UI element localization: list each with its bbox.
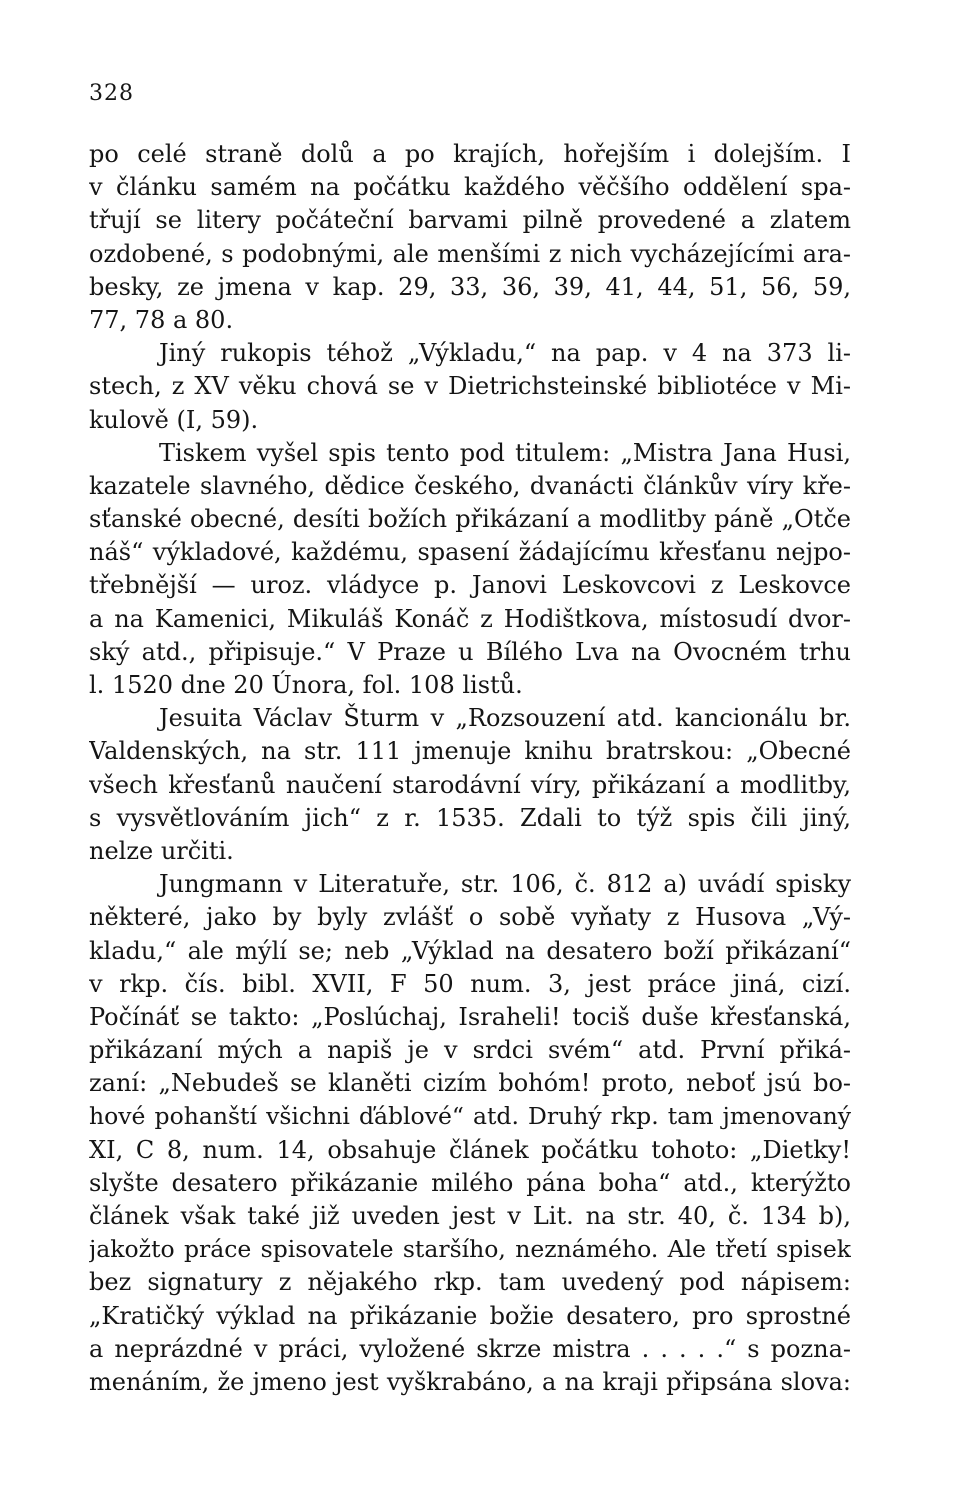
text-line: l. 1520 dne 20 Února, fol. 108 listů. (89, 671, 523, 699)
page-number: 328 (89, 81, 134, 106)
text-line: ský atd., připisuje.“ V Praze u Bílého Lva na Ovocném trhu (89, 637, 851, 666)
text-line: Valdenských, na str. 111 jmenuje knihu bratrskou: „Obecné (89, 737, 851, 766)
text-line: Počínáť se takto: „Poslúchaj, Israheli! tociš duše křesťanská, (89, 1002, 851, 1031)
text-line: v rkp. čís. bibl. XVII, F 50 num. 3, jest práce jiná, cizí. (89, 969, 851, 998)
text-line: kladu,“ ale mýlí se; neb „Výklad na desatero boží přikázaní“ (89, 936, 851, 965)
text-line: některé, jako by byly zvlášť o sobě vyňaty z Husova „Vý- (89, 903, 851, 932)
text-line: slyšte desatero přikázanie milého pána boha“ atd., kterýžto (89, 1168, 851, 1197)
text-line: Jiný rukopis téhož „Výkladu,“ na pap. v 4 na 373 li- (159, 339, 851, 368)
text-line: besky, ze jmena v kap. 29, 33, 36, 39, 41, 44, 51, 56, 59, (89, 272, 851, 301)
text-line: článek však také již uveden jest v Lit. na str. 40, č. 134 b), (89, 1202, 851, 1230)
text-line: 77, 78 a 80. (89, 305, 234, 334)
text-line: s vysvětlováním jich“ z r. 1535. Zdali to týž spis čili jiný, (89, 803, 851, 832)
text-line: náš“ výkladové, každému, spasení žádajícímu křesťanu nejpo- (89, 538, 851, 567)
text-line: sťanské obecné, desíti božích přikázaní a modlitby páně „Otče (89, 505, 851, 534)
text-line: a neprázdné v práci, vyložené skrze mistra . . . . .“ s pozna- (89, 1334, 851, 1363)
text-line: bez signatury z nějakého rkp. tam uvedený pod nápisem: (89, 1268, 851, 1297)
text-line: třebnější — uroz. vládyce p. Janovi Leskovcovi z Leskovce (89, 571, 851, 600)
text-line: Jesuita Václav Šturm v „Rozsouzení atd. kancionálu br. (159, 704, 851, 733)
text-line: nelze určiti. (89, 836, 234, 865)
text-line: v článku samém na počátku každého věčšího oddělení spa- (89, 173, 851, 202)
text-line: zaní: „Nebudeš se klaněti cizím bohóm! proto, neboť jsú bo- (89, 1069, 851, 1098)
text-line: stech, z XV věku chová se v Dietrichsteinské bibliotéce v Mi- (89, 372, 851, 401)
text-line: ozdobené, s podobnými, ale menšími z nich vycházejícími ara- (89, 239, 851, 268)
text-line: kazatele slavného, dědice českého, dvanácti článkův víry kře- (89, 471, 851, 500)
text-line: XI, C 8, num. 14, obsahuje článek počátku tohoto: „Dietky! (89, 1135, 851, 1164)
text-line: Jungmann v Literatuře, str. 106, č. 812 a) uvádí spisky (159, 870, 851, 899)
body-text (89, 138, 851, 1399)
text-line: přikázaní mých a napiš je v srdci svém“ atd. První přiká- (89, 1036, 851, 1065)
text-line: jakožto práce spisovatele staršího, neznámého. Ale třetí spisek (89, 1235, 851, 1264)
text-line: menáním, že jmeno jest vyškrabáno, a na kraji připsána slova: (89, 1367, 851, 1396)
text-line: Tiskem vyšel spis tento pod titulem: „Mistra Jana Husi, (159, 438, 851, 467)
text-line: po celé straně dolů a po krajích, hořejším i dolejším. I (89, 140, 851, 168)
text-line: hové pohanští všichni ďáblové“ atd. Druhý rkp. tam jmenovaný (89, 1102, 851, 1131)
text-line: kulově (I, 59). (89, 405, 259, 434)
text-line: a na Kamenici, Mikuláš Konáč z Hodištkova, místosudí dvor- (89, 604, 851, 633)
text-line: „Kratičký výklad na přikázanie božie desatero, pro sprostné (89, 1301, 851, 1330)
text-line: všech křesťanů naučení starodávní víry, přikázaní a modlitby, (89, 770, 851, 799)
text-line: třují se litery počáteční barvami pilně provedené a zlatem (89, 206, 851, 235)
